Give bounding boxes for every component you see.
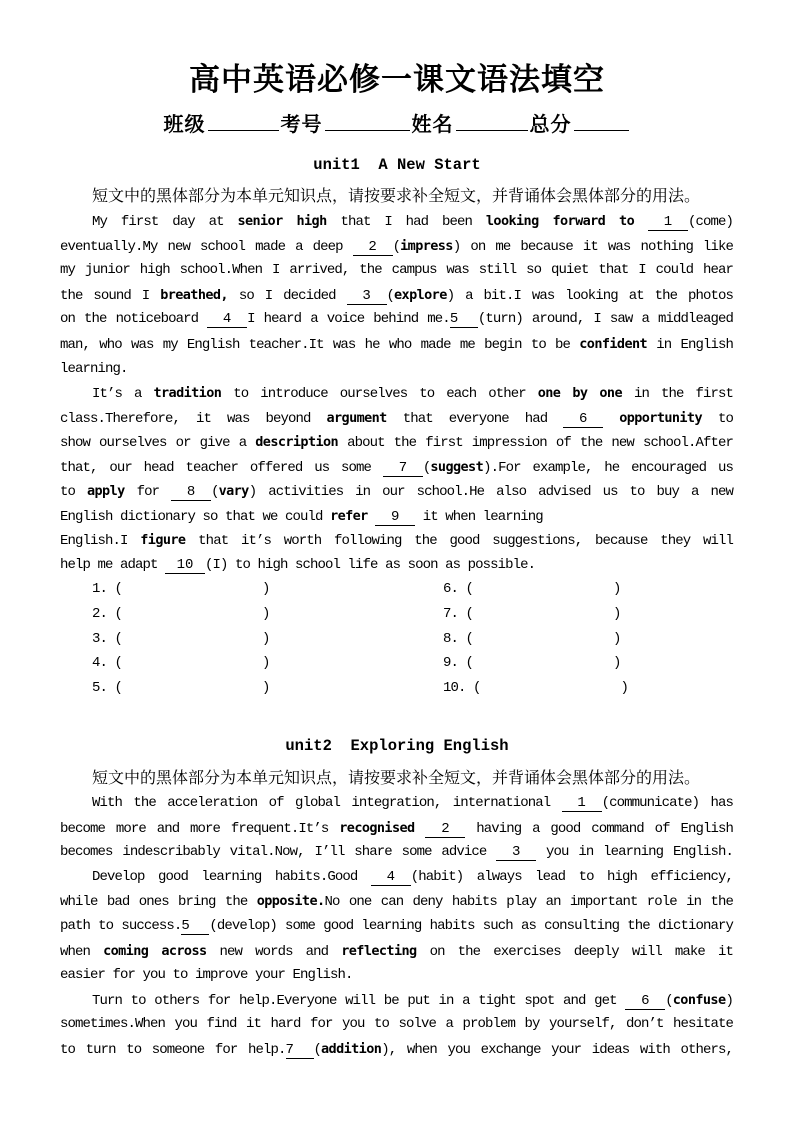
- answer-number: 1.: [92, 581, 108, 598]
- answer-slot-1: [92, 577, 270, 602]
- close-paren: ): [262, 581, 270, 598]
- text-run: on the noticeboard: [60, 311, 208, 328]
- answer-slot-4: [92, 651, 270, 676]
- text-run: about the first impression of the new school.After: [338, 435, 733, 452]
- text-run: in the first: [622, 386, 733, 403]
- line-text: [60, 484, 733, 500]
- text-run: it when learning: [415, 508, 543, 525]
- text-run: ): [725, 992, 733, 1009]
- text-run: (: [392, 238, 401, 255]
- key-phrase: addition: [321, 1040, 382, 1057]
- paragraph: [60, 865, 733, 988]
- text-line: [60, 816, 733, 841]
- key-phrase: tradition: [153, 385, 222, 402]
- line-text: [60, 435, 733, 451]
- text-line: [60, 963, 733, 988]
- worksheet-title: 高中英语必修一课文语法填空: [189, 62, 605, 98]
- answer-blank-2: 2: [353, 240, 393, 256]
- close-paren: ): [262, 630, 270, 647]
- score-label: 总分: [529, 112, 572, 136]
- text-line: [60, 840, 733, 865]
- answer-slot-9: [443, 651, 621, 676]
- text-line: [60, 528, 733, 553]
- text-run: man, who was my English teacher.It was he who made me begin to be: [60, 336, 580, 353]
- answer-number: 9.: [443, 655, 459, 672]
- text-line: [60, 988, 733, 1013]
- unit1-answer-sheet: [60, 577, 733, 700]
- text-line: [60, 234, 733, 259]
- text-run: that everyone had: [386, 410, 564, 427]
- text-run: Turn to others for help.Everyone will be put in a tight spot and get: [92, 992, 626, 1009]
- answer-number: 4.: [92, 655, 108, 672]
- line-text: [60, 844, 733, 860]
- text-line: [60, 258, 733, 283]
- text-run: easier for you to improve your English.: [60, 967, 353, 984]
- line-text: [60, 411, 733, 427]
- text-line: [60, 307, 733, 332]
- unit1-heading: unit1 A New Start: [313, 155, 481, 174]
- answer-blank-6: 6: [563, 412, 603, 428]
- text-run: show ourselves or give a: [60, 435, 256, 452]
- text-run: It’s a: [92, 386, 154, 403]
- open-paren: (: [465, 630, 474, 647]
- key-phrase: opportunity: [619, 409, 702, 426]
- text-run: (: [422, 459, 431, 476]
- line-text: [60, 1016, 733, 1032]
- text-run: (: [665, 992, 673, 1009]
- text-line: [60, 332, 733, 357]
- text-run: my junior high school.When I arrived, the campus was still so quiet that I could hear: [60, 262, 733, 279]
- line-text: [60, 239, 733, 255]
- answer-row: [60, 577, 733, 602]
- text-run: to turn to someone for help.: [60, 1041, 286, 1058]
- key-phrase: recognised: [339, 819, 415, 836]
- text-line: [60, 889, 733, 914]
- score-blank: [574, 112, 629, 131]
- text-line: [60, 406, 733, 431]
- text-run: sometimes.When you find it hard for you to solve a problem by yourself, don’t hesitate: [60, 1016, 733, 1033]
- paragraph: [60, 381, 733, 577]
- unit2-instruction: 短文中的黑体部分为本单元知识点，请按要求补全短文，并背诵体会黑体部分的用法。: [92, 769, 701, 787]
- text-run: (communicate) has: [601, 795, 733, 812]
- text-run: that it’s worth following the good suggestions, because they will: [185, 533, 733, 550]
- close-paren: ): [613, 630, 621, 647]
- text-run: having a good command of English: [465, 820, 733, 837]
- text-run: (habit) always lead to high efficiency,: [410, 868, 733, 885]
- answer-blank-6: 6: [625, 994, 665, 1010]
- text-run: (: [313, 1041, 322, 1058]
- line-text: [60, 262, 733, 278]
- text-line: [60, 283, 733, 308]
- answer-slot-6: [443, 577, 621, 602]
- key-phrase: one by one: [537, 385, 622, 402]
- text-line: [60, 504, 733, 529]
- open-paren: (: [114, 605, 123, 622]
- exam-number-blank: [325, 112, 410, 131]
- text-run: that, our head teacher offered us some: [60, 459, 383, 476]
- answer-blank-3: 3: [347, 289, 387, 305]
- line-text: [60, 533, 733, 549]
- unit1-instruction: 短文中的黑体部分为本单元知识点，请按要求补全短文，并背诵体会黑体部分的用法。: [92, 187, 701, 205]
- text-run: ).For example, he encouraged us: [483, 459, 733, 476]
- answer-blank-3: 3: [496, 845, 536, 861]
- text-run: in English: [647, 336, 734, 353]
- key-phrase: confident: [579, 335, 648, 352]
- line-text: [60, 288, 733, 304]
- text-run: that I had been: [326, 214, 486, 231]
- answer-row: [60, 602, 733, 627]
- text-run: when: [60, 943, 104, 960]
- text-run: to introduce ourselves to each other: [221, 386, 538, 403]
- text-run: learning.: [60, 360, 128, 377]
- answer-slot-3: [92, 627, 270, 652]
- text-run: ) a bit.I was looking at the photos: [446, 287, 733, 304]
- text-run: (come): [687, 214, 733, 231]
- open-paren: (: [473, 679, 481, 696]
- text-run: [634, 214, 648, 230]
- line-text: [60, 967, 353, 983]
- open-paren: (: [114, 655, 123, 672]
- unit1-section: [60, 185, 733, 700]
- paragraph: [60, 988, 733, 1062]
- answer-slot-2: [92, 602, 270, 627]
- open-paren: (: [465, 581, 474, 598]
- text-run: [603, 411, 619, 427]
- text-run: while bad ones bring the: [60, 894, 257, 911]
- text-line: [60, 455, 733, 480]
- open-paren: (: [114, 581, 123, 598]
- name-blank: [456, 112, 528, 131]
- line-text: [92, 795, 733, 811]
- answer-row: [60, 676, 733, 701]
- answer-blank-7: 7: [383, 461, 423, 477]
- text-line: [60, 1037, 733, 1062]
- text-run: English.I: [60, 533, 141, 550]
- answer-number: 8.: [443, 630, 459, 647]
- unit1-passage: [60, 209, 733, 577]
- text-run: you in learning English.: [536, 844, 733, 861]
- open-paren: (: [114, 679, 123, 696]
- answer-blank-1: 1: [648, 215, 688, 231]
- open-paren: (: [465, 605, 474, 622]
- answer-number: 2.: [92, 605, 108, 622]
- class-blank: [208, 112, 279, 131]
- key-phrase: suggest: [430, 458, 484, 475]
- name-label: 姓名: [411, 112, 454, 136]
- close-paren: ): [613, 581, 621, 598]
- answer-blank-7: 7: [286, 1043, 314, 1059]
- line-text: [60, 557, 535, 573]
- close-paren: ): [613, 655, 621, 672]
- text-line: [60, 865, 733, 890]
- answer-number: 6.: [443, 581, 459, 598]
- open-paren: (: [114, 630, 123, 647]
- text-run: become more and more frequent.It’s: [60, 820, 340, 837]
- key-phrase: apply: [86, 483, 125, 500]
- text-run: English dictionary so that we could: [60, 508, 331, 525]
- close-paren: ): [620, 679, 629, 696]
- line-text: [60, 361, 128, 377]
- unit2-passage: [60, 791, 733, 1061]
- text-line: [60, 479, 733, 504]
- answer-slot-8: [443, 627, 621, 652]
- text-line: [60, 381, 733, 406]
- text-run: [415, 821, 426, 837]
- line-text: [60, 944, 733, 960]
- text-run: (: [386, 287, 395, 304]
- text-run: help me adapt: [60, 556, 166, 573]
- answer-slot-10: [443, 676, 628, 701]
- answer-blank-8: 8: [171, 485, 211, 501]
- text-run: (: [211, 484, 219, 501]
- exam-number-label: 考号: [280, 112, 323, 136]
- key-phrase: description: [255, 434, 339, 451]
- answer-blank-5: 5: [450, 312, 478, 328]
- line-text: [60, 311, 733, 327]
- key-phrase: vary: [218, 483, 249, 500]
- line-text: [60, 1042, 733, 1058]
- answer-number: 3.: [92, 630, 108, 647]
- text-run: for: [124, 484, 172, 501]
- key-phrase: breathed,: [160, 286, 228, 303]
- answer-slot-5: [92, 676, 270, 701]
- answer-blank-10: 10: [165, 558, 205, 574]
- text-run: on the exercises deeply will make it: [416, 943, 733, 960]
- answer-number: 5.: [92, 679, 108, 696]
- text-line: [60, 939, 733, 964]
- answer-blank-2: 2: [425, 822, 465, 838]
- text-run: ), when you exchange your ideas with others,: [381, 1041, 733, 1058]
- text-run: With the acceleration of global integration, international: [92, 795, 562, 812]
- text-run: path to success.: [60, 917, 182, 934]
- text-run: so I decided: [227, 287, 347, 304]
- text-run: (turn) around, I saw a middleaged: [477, 311, 734, 328]
- answer-row: [60, 651, 733, 676]
- text-run: (develop) some good learning habits such as consulting the dictionary: [209, 917, 733, 934]
- line-text: [60, 894, 733, 910]
- key-phrase: refer: [330, 507, 368, 524]
- text-run: to: [702, 410, 733, 427]
- answer-blank-5: 5: [181, 919, 209, 935]
- answer-blank-4: 4: [207, 312, 247, 328]
- close-paren: ): [262, 679, 270, 696]
- open-paren: (: [465, 655, 474, 672]
- text-run: Develop good learning habits.Good: [92, 868, 371, 885]
- answer-number: 7.: [443, 605, 459, 622]
- key-phrase: argument: [326, 409, 387, 426]
- answer-slot-7: [443, 602, 621, 627]
- text-run: becomes indescribably vital.Now, I’ll share some advice: [60, 844, 497, 861]
- text-run: class.Therefore, it was beyond: [60, 410, 327, 427]
- text-run: eventually.My new school made a deep: [60, 238, 353, 255]
- line-text: [92, 386, 733, 402]
- answer-blank-4: 4: [371, 870, 411, 886]
- student-info-row: [0, 109, 794, 139]
- key-phrase: senior high: [237, 213, 327, 230]
- line-text: [60, 337, 733, 353]
- key-phrase: looking forward to: [485, 213, 635, 230]
- text-line: [60, 914, 733, 939]
- key-phrase: figure: [140, 532, 186, 549]
- text-line: [60, 430, 733, 455]
- key-phrase: explore: [394, 286, 447, 303]
- line-text: [60, 509, 543, 525]
- close-paren: ): [262, 605, 270, 622]
- line-text: [92, 993, 733, 1009]
- answer-blank-1: 1: [562, 796, 602, 812]
- close-paren: ): [613, 605, 621, 622]
- answer-number: 10.: [443, 679, 466, 696]
- key-phrase: impress: [400, 237, 453, 254]
- unit2-section: [60, 767, 733, 1062]
- answer-blank-9: 9: [375, 510, 415, 526]
- text-run: No one can deny habits play an important role in the: [324, 894, 733, 911]
- text-line: [60, 1012, 733, 1037]
- key-phrase: reflecting: [341, 942, 417, 959]
- text-run: the sound I: [60, 287, 161, 304]
- text-line: [60, 357, 733, 382]
- text-run: ) on me because it was nothing like: [452, 238, 733, 255]
- text-line: [60, 209, 733, 234]
- key-phrase: opposite.: [256, 893, 325, 910]
- paragraph: [60, 209, 733, 381]
- line-text: [92, 869, 733, 885]
- key-phrase: confuse: [672, 991, 726, 1008]
- text-run: (I) to high school life as soon as possible.: [205, 556, 536, 573]
- class-label: 班级: [163, 112, 206, 136]
- text-run: to: [60, 484, 87, 501]
- line-text: [60, 918, 733, 934]
- text-line: [60, 553, 733, 578]
- line-text: [60, 821, 733, 837]
- answer-row: [60, 627, 733, 652]
- close-paren: ): [262, 655, 270, 672]
- line-text: [60, 460, 733, 476]
- paragraph: [60, 791, 733, 865]
- unit2-heading: unit2 Exploring English: [285, 736, 509, 755]
- text-run: ) activities in our school.He also advised us to buy a new: [248, 484, 733, 501]
- text-run: My first day at: [92, 214, 238, 231]
- line-text: [92, 214, 733, 230]
- text-line: [60, 791, 733, 816]
- text-run: I heard a voice behind me.: [247, 311, 450, 328]
- text-run: new words and: [206, 943, 342, 960]
- key-phrase: coming across: [103, 942, 207, 959]
- text-run: [368, 509, 376, 525]
